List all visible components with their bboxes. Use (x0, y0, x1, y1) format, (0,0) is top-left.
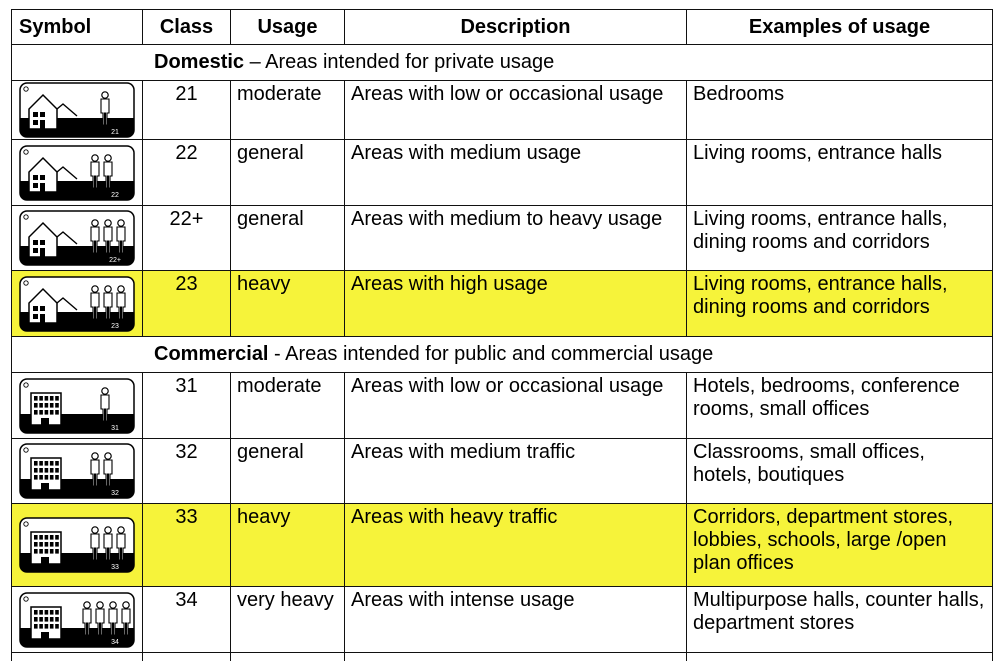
symbol-cell (12, 271, 143, 337)
usage-cell: heavy (231, 504, 345, 587)
usage-cell: heavy (231, 271, 345, 337)
class-cell: 23 (143, 271, 231, 337)
table-row (12, 140, 993, 206)
examples-cell: Hotels, bedrooms, conference rooms, small offices (687, 373, 993, 439)
symbol-class-label: 34 (111, 638, 119, 646)
examples-cell: Corridors, department stores, lobbies, schools, large /open plan offices (687, 504, 993, 587)
table-row-partial (12, 653, 993, 661)
section-subtitle: - Areas intended for public and commercial usage (268, 343, 714, 365)
description-cell: Areas with heavy traffic (345, 504, 687, 587)
header-class: Class (143, 10, 231, 45)
header-usage: Usage (231, 10, 345, 45)
usage-cell: moderate (231, 373, 345, 439)
usage-class-table (11, 9, 993, 661)
examples-cell: Multipurpose halls, counter halls, department stores (687, 587, 993, 653)
usage-class-symbol-icon (19, 592, 135, 648)
table-row (12, 271, 993, 337)
description-cell: Areas with medium traffic (345, 439, 687, 504)
section-row (12, 337, 993, 373)
description-cell: Areas with medium usage (345, 140, 687, 206)
symbol-class-label: 21 (111, 129, 119, 136)
table-row (12, 587, 993, 653)
section-title: Commercial (154, 343, 269, 365)
section-title: Domestic (154, 51, 245, 73)
examples-cell: Bedrooms (687, 81, 993, 140)
table-row (12, 81, 993, 140)
class-cell: 33 (143, 504, 231, 587)
usage-class-symbol-icon (19, 145, 135, 201)
symbol-cell (12, 587, 143, 653)
usage-cell: general (231, 439, 345, 504)
header-description: Description (345, 10, 687, 45)
header-symbol: Symbol (12, 10, 143, 45)
symbol-cell (12, 373, 143, 439)
examples-cell: Living rooms, entrance halls, dining rooms and corridors (687, 271, 993, 337)
class-cell: 31 (143, 373, 231, 439)
section-heading (12, 45, 993, 81)
symbol-class-label: 22 (111, 191, 119, 199)
people-figures (91, 527, 125, 560)
usage-cell: general (231, 206, 345, 271)
header-row (12, 10, 993, 45)
usage-class-symbol-icon (19, 443, 135, 499)
table-row (12, 504, 993, 587)
symbol-cell (12, 504, 143, 587)
symbol-cell (12, 81, 143, 140)
symbol-cell (12, 206, 143, 271)
examples-cell: Classrooms, small offices, hotels, boutiques (687, 439, 993, 504)
symbol-class-label: 31 (111, 424, 119, 432)
class-cell: 22 (143, 140, 231, 206)
section-subtitle: – Areas intended for private usage (244, 51, 555, 73)
table-row (12, 373, 993, 439)
table-row (12, 206, 993, 271)
usage-class-symbol-icon (19, 82, 135, 138)
table-row (12, 439, 993, 504)
symbol-class-label: 22+ (109, 257, 121, 264)
symbol-cell (12, 439, 143, 504)
examples-cell: Living rooms, entrance halls, dining rooms and corridors (687, 206, 993, 271)
symbol-class-label: 23 (111, 322, 119, 330)
description-cell: Areas with intense usage (345, 587, 687, 653)
usage-class-symbol-icon (19, 210, 135, 266)
section-heading (12, 337, 993, 373)
usage-class-symbol-icon (19, 517, 135, 573)
people-figures (91, 285, 125, 318)
usage-cell: moderate (231, 81, 345, 140)
description-cell: Areas with high usage (345, 271, 687, 337)
usage-cell: general (231, 140, 345, 206)
people-figures (91, 220, 125, 253)
header-examples: Examples of usage (687, 10, 993, 45)
class-cell: 21 (143, 81, 231, 140)
class-cell: 32 (143, 439, 231, 504)
description-cell: Areas with low or occasional usage (345, 81, 687, 140)
symbol-cell (12, 140, 143, 206)
usage-class-symbol-icon (19, 378, 135, 434)
description-cell: Areas with low or occasional usage (345, 373, 687, 439)
symbol-class-label: 32 (111, 490, 119, 497)
section-row (12, 45, 993, 81)
table-body (12, 45, 993, 661)
usage-cell: very heavy (231, 587, 345, 653)
description-cell: Areas with medium to heavy usage (345, 206, 687, 271)
class-cell: 34 (143, 587, 231, 653)
examples-cell: Living rooms, entrance halls (687, 140, 993, 206)
symbol-class-label: 33 (111, 564, 119, 571)
usage-class-symbol-icon (19, 276, 135, 332)
class-cell: 22+ (143, 206, 231, 271)
